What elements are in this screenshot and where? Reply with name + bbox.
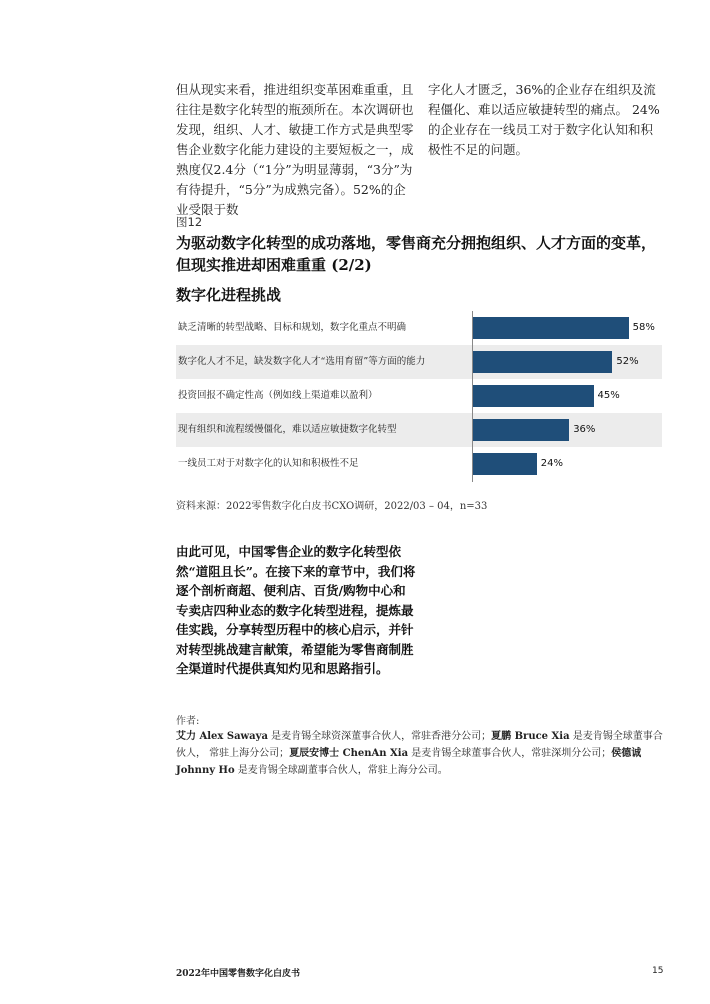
conclusion-paragraph: 由此可见，中国零售企业的数字化转型依然“道阻且长”。在接下来的章节中，我们将逐个剖析商超、便利店、百货/购物中心和专卖店四种业态的数字化转型进程，提炼最佳实践，分享转型历程中的核心启示，并针对转型挑战建言献策，希望能为零售商制胜全渠道时代提供真知灼见和思路指引。 xyxy=(176,544,416,676)
footer-title: 2022年中国零售数字化白皮书 xyxy=(176,969,301,979)
figure-title: 为驱动数字化转型的成功落地，零售商充分拥抱组织、人才方面的变革，但现实推进却困难重重 (2/2) xyxy=(176,234,657,274)
chart-value-label: 45% xyxy=(597,390,620,401)
source-note: 资料来源：2022零售数字化白皮书CXO调研，2022/03 – 04，n=33 xyxy=(176,501,488,512)
chart-bar xyxy=(472,317,629,339)
chart-value-label: 24% xyxy=(540,458,564,469)
author-desc: 是麦肯锡全球副董事合伙人，常驻上海分公司。 xyxy=(234,765,448,776)
chart-category-label: 数字化人才不足，缺发数字化人才“选用育留”等方面的能力 xyxy=(178,356,426,367)
author-name: 侯德诚 Johnny Ho xyxy=(176,748,642,776)
bar-chart xyxy=(176,311,662,482)
chart-axis-line xyxy=(472,311,473,482)
chart-row xyxy=(176,311,662,345)
intro-right-column: 字化人才匮乏，36%的企业存在组织及流程僵化、难以适应敏捷转型的痛点。 24%的企业存在一线员工对于数字化认知和积极性不足的问题。 xyxy=(428,82,660,157)
chart-value-label: 52% xyxy=(616,356,639,367)
chart-category-label: 一线员工对于对数字化的认知和积极性不足 xyxy=(178,458,359,469)
chart-category-label: 投资回报不确定性高（例如线上渠道难以盈利） xyxy=(178,390,378,401)
author-name: 艾力 Alex Sawaya xyxy=(176,731,268,742)
author-name: 夏鹏 Bruce Xia xyxy=(491,731,570,742)
chart-bar xyxy=(472,453,537,475)
page-number: 15 xyxy=(652,966,664,976)
chart-row xyxy=(176,379,662,413)
authors-label: 作者: xyxy=(176,716,200,727)
chart-category-label: 现有组织和流程缓慢僵化，难以适应敏捷数字化转型 xyxy=(178,424,397,435)
chart-row xyxy=(176,447,662,481)
authors-text xyxy=(176,728,666,779)
figure-label: 图12 xyxy=(176,215,203,229)
author-name: 夏辰安博士 ChenAn Xia xyxy=(289,748,409,759)
chart-row xyxy=(176,345,662,379)
chart-bar xyxy=(472,419,569,441)
chart-bar xyxy=(472,351,612,373)
chart-category-label: 缺乏清晰的转型战略、目标和规划，数字化重点不明确 xyxy=(178,322,407,333)
chart-row xyxy=(176,413,662,447)
chart-value-label: 58% xyxy=(632,322,655,333)
chart-value-label: 36% xyxy=(573,424,596,435)
author-desc: 是麦肯锡全球资深董事合伙人，常驻香港分公司； xyxy=(267,731,492,742)
author-desc: 是麦肯锡全球董事合伙人， 常驻上海分公司； xyxy=(176,731,663,759)
chart-bar xyxy=(472,385,594,407)
intro-left-column: 但从现实来看，推进组织变革困难重重，且往往是数字化转型的瓶颈所在。本次调研也发现，组织、人才、敏捷工作方式是典型零售企业数字化能力建设的主要短板之一，成熟度仅2.4分（“1分”为明显薄弱，“3分”为有待提升，“5分”为成熟完备）。52%的企业受限于数 xyxy=(176,82,414,217)
author-desc: 是麦肯锡全球董事合伙人，常驻深圳分公司； xyxy=(408,748,612,759)
chart-title: 数字化进程挑战 xyxy=(176,286,282,304)
